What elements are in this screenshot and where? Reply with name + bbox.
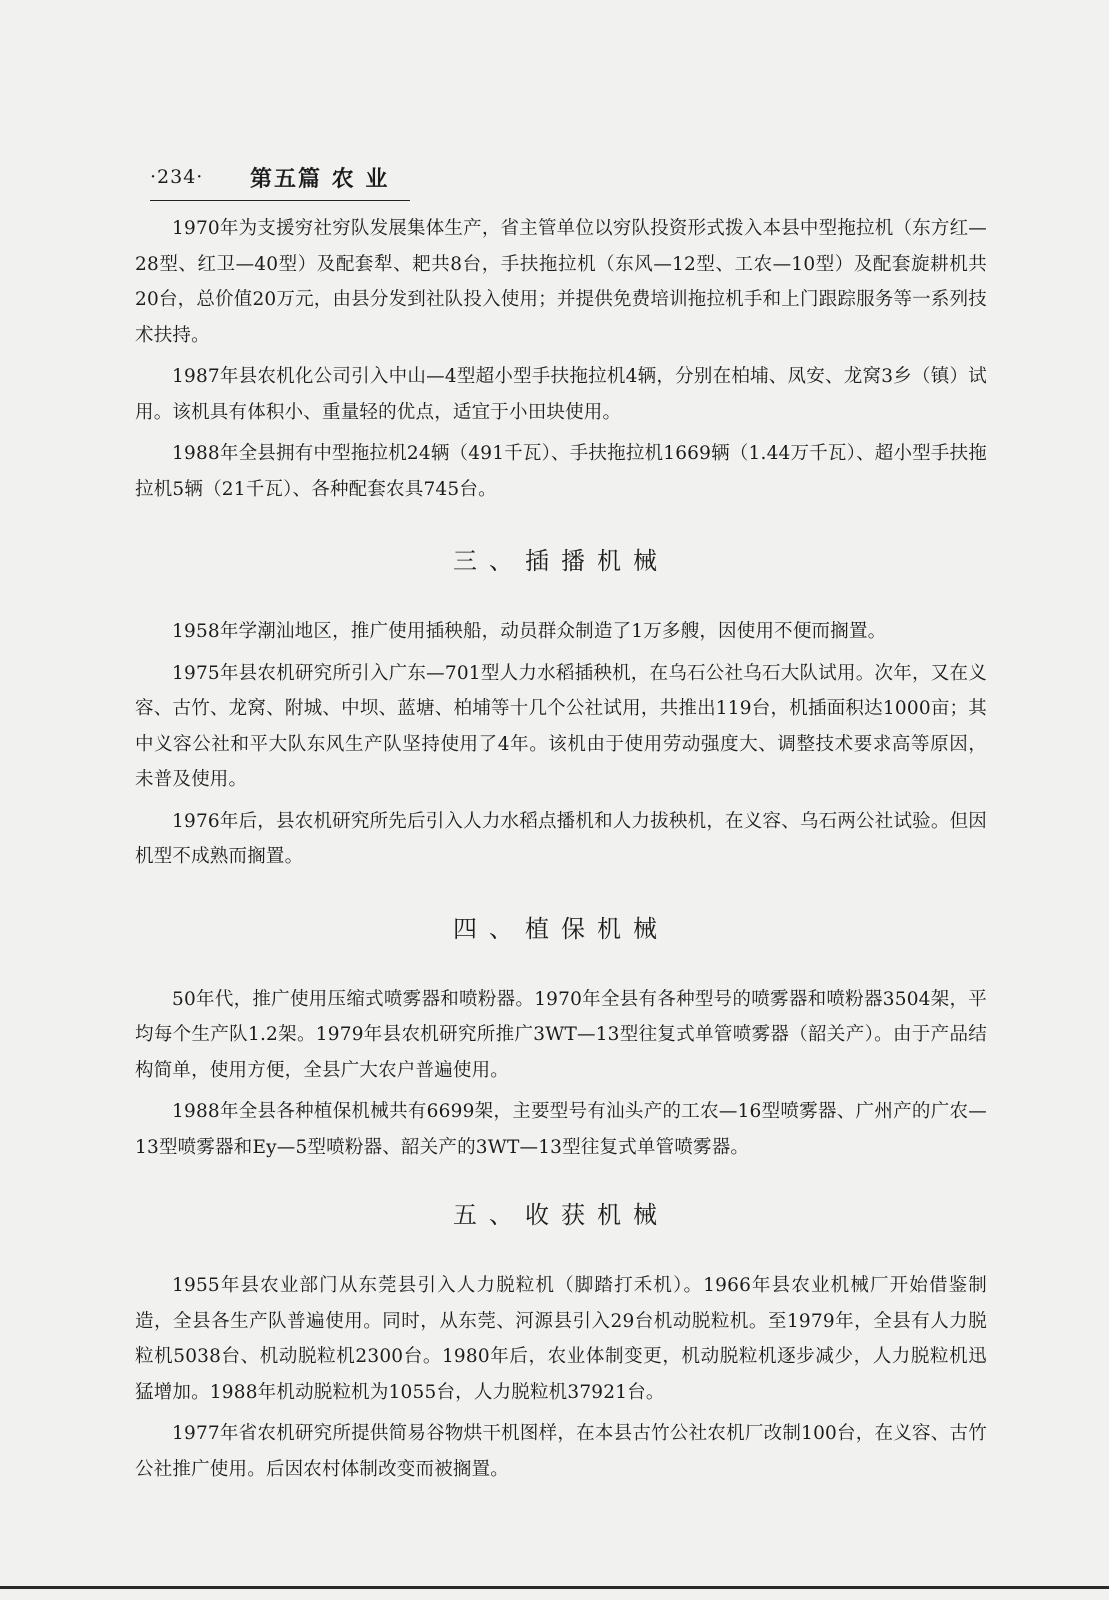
page-number: ·234· <box>150 166 204 188</box>
paragraph: 1958年学潮汕地区，推广使用插秧船，动员群众制造了1万多艘，因使用不便而搁置。 <box>172 621 887 642</box>
paragraph: 1988年全县各种植保机械共有6699架，主要型号有汕头产的工农—16型喷雾器、广州产的广农—13型喷雾器和Ey—5型喷粉器、韶关产的3WT—13型往复式单管喷雾器。 <box>135 1101 987 1158</box>
section-heading: 三、插播机械 <box>453 547 669 575</box>
section-title: 第五篇 农 业 <box>250 166 390 192</box>
paragraph: 1970年为支援穷社穷队发展集体生产，省主管单位以穷队投资形式拨入本县中型拖拉机（东方红—28型、红卫—40型）及配套犁、耙共8台，手扶拖拉机（东风—12型、工农—10型）及配套旋耕机共20台，总价值20万元，由县分发到社队投入使用；并提供免费培训拖拉机手和上门跟踪服务等一系列技术扶持。 <box>135 218 987 346</box>
paragraph: 1987年县农机化公司引入中山—4型超小型手扶拖拉机4辆，分别在柏埔、凤安、龙窝3乡（镇）试用。该机具有体积小、重量轻的优点，适宜于小田块使用。 <box>135 366 987 423</box>
paragraph: 1988年全县拥有中型拖拉机24辆（491千瓦）、手扶拖拉机1669辆（1.44万千瓦）、超小型手扶拖拉机5辆（21千瓦）、各种配套农具745台。 <box>135 443 987 500</box>
paragraph: 1975年县农机研究所引入广东—701型人力水稻插秧机，在乌石公社乌石大队试用。次年，又在义容、古竹、龙窝、附城、中坝、蓝塘、柏埔等十几个公社试用，共推出119台，机插面积达1000亩；其中义容公社和平大队东风生产队坚持使用了4年。该机由于使用劳动强度大、调整技术要求高等原因，未普及使用。 <box>135 662 987 790</box>
section-heading: 五、收获机械 <box>453 1201 669 1229</box>
page-header <box>150 160 410 201</box>
page-bottom-border <box>0 1586 1109 1589</box>
paragraph: 1955年县农业部门从东莞县引入人力脱粒机（脚踏打禾机）。1966年县农业机械厂开始借鉴制造，全县各生产队普遍使用。同时，从东莞、河源县引入29台机动脱粒机。至1979年，全县有人力脱粒机5038台、机动脱粒机2300台。1980年后，农业体制变更，机动脱粒机逐步减少，人力脱粒机迅猛增加。1988年机动脱粒机为1055台，人力脱粒机37921台。 <box>135 1275 987 1403</box>
paragraph: 1977年省农机研究所提供简易谷物烘干机图样，在本县古竹公社农机厂改制100台，在义容、古竹公社推广使用。后因农村体制改变而被搁置。 <box>135 1423 987 1480</box>
paragraph: 1976年后，县农机研究所先后引入人力水稻点播机和人力拔秧机，在义容、乌石两公社试验。但因机型不成熟而搁置。 <box>135 810 987 867</box>
paragraph: 50年代，推广使用压缩式喷雾器和喷粉器。1970年全县有各种型号的喷雾器和喷粉器3504架，平均每个生产队1.2架。1979年县农机研究所推广3WT—13型往复式单管喷雾器（韶关产）。由于产品结构简单，使用方便，全县广大农户普遍使用。 <box>135 988 987 1081</box>
section-heading: 四、植保机械 <box>453 914 669 943</box>
page-body <box>135 211 987 1487</box>
